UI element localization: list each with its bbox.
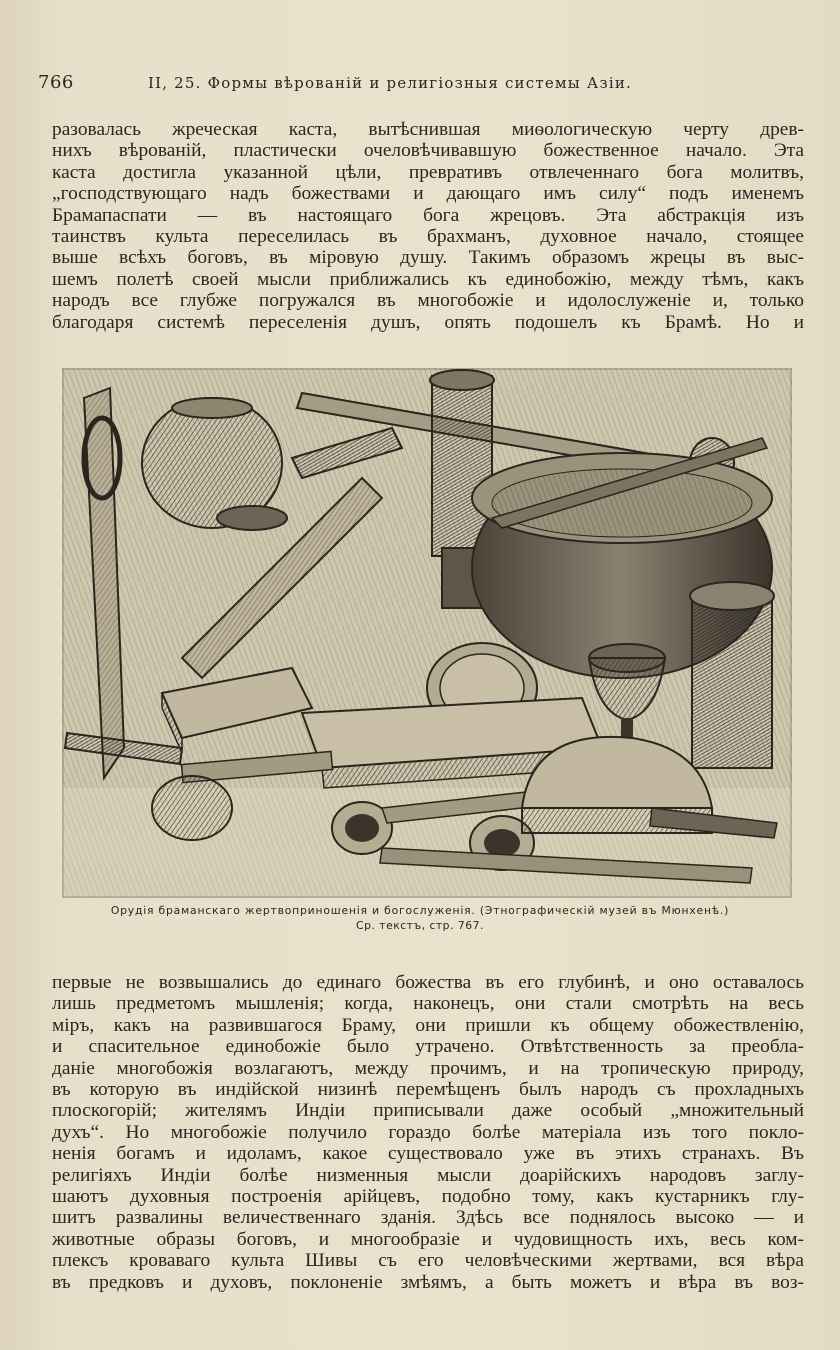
text-line: и спасительное единобожіе было утрачено. Отвѣтственность за преобла- — [52, 1036, 804, 1058]
text-line: плоскогорій; жителямъ Индіи приписывали даже особый „множительный — [52, 1100, 804, 1122]
text-line: животные образы боговъ, и многообразіе и чудовищность ихъ, весь ком- — [52, 1228, 804, 1250]
text-line: таинствъ культа переселилась въ брахманъ, духовное начало, стоящее — [52, 226, 804, 248]
paragraph-top — [52, 119, 804, 333]
text-line: нихъ вѣрованій, пластически очеловѣчивавшую божественное начало. Эта — [52, 140, 804, 162]
text-line: благодаря системѣ переселенія душъ, опять подошелъ къ Брамѣ. Но и — [52, 311, 804, 333]
page-number: 766 — [38, 72, 74, 93]
text-line: религіяхъ Индіи болѣе низменныя мысли доарійскихъ народовъ заглу- — [52, 1164, 804, 1186]
text-line: ненія богамъ и идоламъ, какое существовало уже въ этихъ странахъ. Въ — [52, 1143, 804, 1165]
text-line: лишь предметомъ мышленія; когда, наконецъ, они стали смотрѣть на весь — [52, 993, 804, 1015]
text-line: въ предковъ и духовъ, поклоненіе змѣямъ, а быть можетъ и вѣра въ воз- — [52, 1271, 804, 1293]
caption-line-2: Ср. текстъ, стр. 767. — [356, 919, 484, 932]
text-line: „господствующаго надъ божествами и дающаго имъ силу“ подъ именемъ — [52, 183, 804, 205]
figure-caption — [40, 903, 800, 933]
text-line: народъ все глубже погружался въ многобожіе и идолослуженіе и, только — [52, 290, 804, 312]
text-line: плексъ кроваваго культа Шивы съ его человѣческими жертвами, вся вѣра — [52, 1250, 804, 1272]
text-line: шитъ развалины величественнаго зданія. Здѣсь все поднялось высоко — и — [52, 1207, 804, 1229]
text-line: шемъ полетѣ своей мысли приближались къ единобожію, между тѣмъ, какъ — [52, 268, 804, 290]
text-line: разовалась жреческая каста, вытѣснившая миѳологическую черту древ- — [52, 119, 804, 140]
paragraph-bottom — [52, 972, 804, 1293]
text-line: шаютъ духовныя построенія арійцевъ, подобно тому, какъ кустарникъ глу- — [52, 1186, 804, 1208]
text-line: каста достигла указанной цѣли, превративъ отвлеченнаго бога молитвъ, — [52, 161, 804, 183]
text-line: даніе многобожія возлагаютъ, между прочимъ, и на тропическую природу, — [52, 1057, 804, 1079]
text-line: Брамапаспати — въ настоящаго бога жрецовъ. Эта абстракція изъ — [52, 204, 804, 226]
caption-line-1: Орудія браманскаго жертвоприношенія и богослуженія. (Этнографическій музей въ Мюнхенѣ.) — [110, 904, 730, 917]
engraving-brahmanic-ritual-implements — [62, 368, 792, 898]
text-line: міръ, какъ на развившагося Браму, они пришли къ общему обожествленію, — [52, 1014, 804, 1036]
text-line: въ которую въ индійской низинѣ перемѣщенъ былъ народъ съ прохладныхъ — [52, 1079, 804, 1101]
running-head: II, 25. Формы вѣрованій и религіозныя системы Азіи. — [148, 74, 632, 92]
text-line: выше всѣхъ боговъ, въ міровую душу. Такимъ образомъ жрецы въ выс- — [52, 247, 804, 269]
text-line: духъ“. Но многобожіе получило гораздо болѣе матеріала изъ того покло- — [52, 1121, 804, 1143]
page-header — [38, 72, 808, 98]
text-line: первые не возвышались до единаго божества въ его глубинѣ, и оно оставалось — [52, 972, 804, 993]
